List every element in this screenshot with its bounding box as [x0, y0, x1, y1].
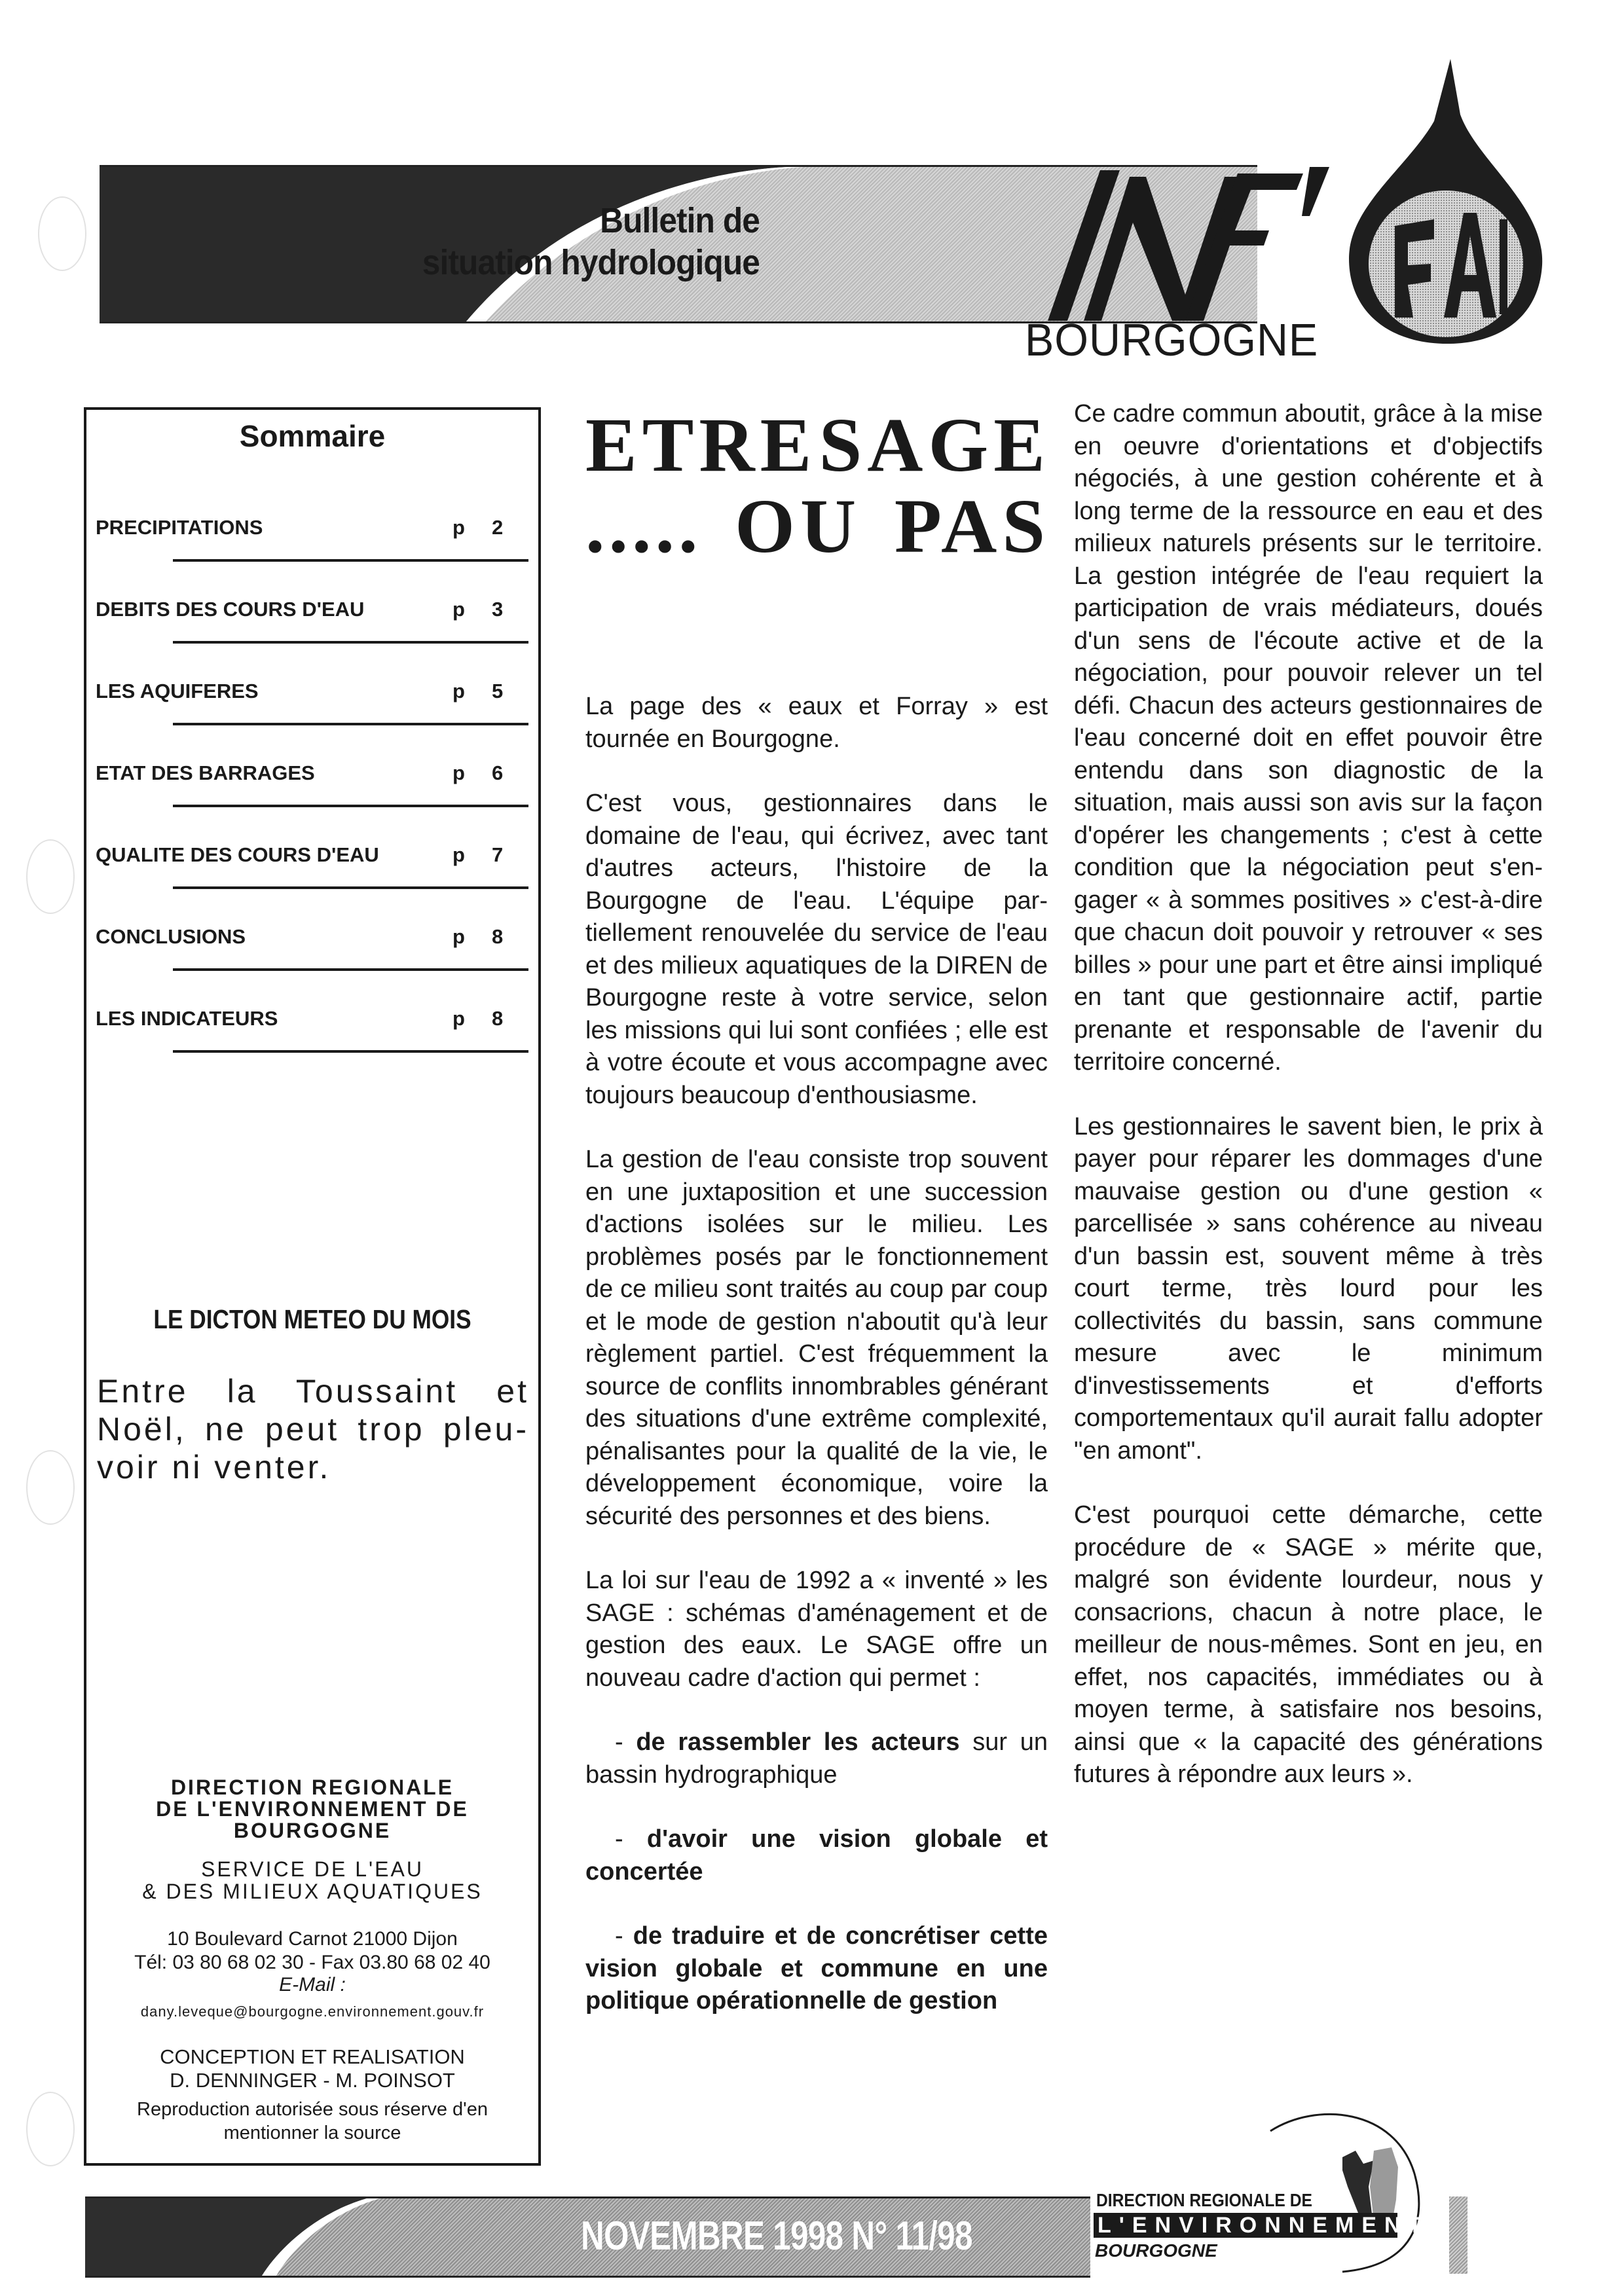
toc-item-precipitations[interactable] — [96, 515, 534, 554]
contact-address — [86, 1927, 538, 1975]
credits-label: CONCEPTION ET REALISATION — [160, 2045, 465, 2068]
email-label: E-Mail : — [279, 1974, 346, 1995]
punch-hole — [38, 196, 86, 271]
footer-banner — [85, 2196, 1090, 2278]
article-paragraph: La page des « eaux et Forray » est tournée en Bourgogne. — [585, 693, 1048, 753]
article-paragraph: C'est vous, gestionnaires dans le domaine de l'eau, qui écrivez, avec tant d'autres acteurs, l'histoire de la Bourgogne de l'eau. L'équipe partiellement renouvelée du service de l'eau et des milieux aquatiques de la DIREN de Bourgogne reste à votre service, selon les missions qui lui sont confiées ; elle est à votre écoute et vous accompagne avec toujours beaucoup d'enthousiasme. — [585, 790, 1048, 1109]
dicton-title: LE DICTON METEO DU MOIS — [153, 1304, 471, 1334]
headline-word: SAGE — [819, 402, 1050, 488]
punch-hole — [26, 1450, 75, 1525]
toc-page-number: 7 — [492, 843, 504, 866]
toc-page-number: 3 — [492, 598, 504, 621]
phone-line: Tél: 03 80 68 02 30 - Fax 03.80 68 02 40 — [134, 1952, 490, 1973]
bullet-bold: de traduire et de concrétiser cette vision globale et commune en une politique opérationnelle de gestion — [585, 1922, 1048, 2014]
punch-hole — [26, 2092, 75, 2166]
headline-word: OU — [735, 483, 862, 569]
bulletin-title-line2: situation hydrologique — [422, 243, 760, 282]
water-drop-logo — [1336, 56, 1552, 350]
credits — [86, 2045, 538, 2092]
toc-item-debits[interactable] — [96, 596, 534, 636]
article-paragraph: Ce cadre commun aboutit, grâce à la mise en oeuvre d'orientations et d'objectifs négociés, à une gestion cohérente et à long terme de la ressource en eau et des milieux naturels présents sur le territoire. La gestion intégrée de l'eau requiert la participation de vrais médiateurs, doués d'un sens de l'écoute active et de la négociation, pour pouvoir relever un tel défi. Chacun des acteurs gestionnaires de l'eau concerné doit en effet pouvoir être entendu dans son diagnostic de la situation, mais aussi son avis sur la façon d'opérer les changements ; c'est à cette condition que la négociation peut s'engager « à sommes positives » c'est-à-dire que chacun doit pouvoir y retrouver « ses billes » pour une part et être ainsi impliqué en tant que gestionnaire actif, partie prenante et responsable de l'avenir du territoire concerné. — [1074, 400, 1543, 1076]
inf-logo-icon — [1022, 157, 1336, 327]
toc-item-conclusions[interactable] — [96, 924, 534, 963]
toc-label: LES AQUIFERES — [96, 680, 259, 702]
toc-page-number: 5 — [492, 680, 504, 702]
sommaire-title: Sommaire — [239, 419, 386, 453]
sage-bullet — [585, 1726, 1048, 1791]
org-name — [86, 1777, 538, 1842]
bullet-rest: sur un bassin hydrographique — [585, 1728, 1048, 1789]
bullet-dash: - — [615, 1922, 633, 1950]
bullet-bold: d'avoir une vision globale et concertée — [585, 1825, 1048, 1886]
diren-name-line1: DIRECTION REGIONALE DE — [1096, 2190, 1312, 2210]
service-line: SERVICE DE L'EAU — [201, 1857, 424, 1881]
toc-page-number: 8 — [492, 1007, 504, 1030]
toc-item-aquiferes[interactable] — [96, 678, 534, 718]
toc-item-indicateurs[interactable] — [96, 1006, 534, 1045]
toc-divider — [173, 559, 528, 562]
bullet-dash: - — [615, 1825, 647, 1853]
article-column-right — [1074, 398, 1543, 1823]
article-paragraph: C'est pourquoi cette démarche, cette procédure de « SAGE » mérite que, malgré son évidente lourdeur, nous y consacrions, chacun à notre place, le meilleur de nous-mêmes. Sont en jeu, en effet, nos capacités, immédiates ou à moyen terme, à satisfaire nos besoins, ainsi que « la capacité des générations futures à répondre aux leurs ». — [1074, 1501, 1543, 1788]
bullet-dash: - — [615, 1728, 637, 1756]
reproduction-notice — [86, 2098, 538, 2145]
toc-label: CONCLUSIONS — [96, 925, 246, 948]
org-name-line: BOURGOGNE — [233, 1819, 392, 1842]
article-column-middle — [585, 691, 1048, 2050]
toc-divider — [173, 1050, 528, 1053]
sage-bullet — [585, 1823, 1048, 1888]
toc-divider — [173, 805, 528, 807]
issue-date: NOVEMBRE 1998 N° 11/98 — [581, 2214, 972, 2259]
toc-page-prefix: p — [452, 761, 465, 784]
toc-label: DEBITS DES COURS D'EAU — [96, 598, 365, 621]
toc-page-number: 8 — [492, 925, 504, 948]
reproduction-line: mentionner la source — [223, 2123, 401, 2143]
headline-word: PAS — [894, 483, 1050, 569]
org-name-line: DE L'ENVIRONNEMENT DE — [156, 1797, 469, 1821]
header-region: BOURGOGNE — [1025, 314, 1319, 365]
toc-page-prefix: p — [452, 516, 465, 539]
inf-eau-logo — [1022, 157, 1336, 327]
reproduction-line: Reproduction autorisée sous réserve d'en — [137, 2099, 488, 2120]
toc-divider — [173, 886, 528, 889]
diren-logo — [1094, 2095, 1460, 2285]
article-paragraph: La loi sur l'eau de 1992 a « inventé » les SAGE : schémas d'aménagement et de gestion des eaux. Le SAGE offre un nouveau cadre d'action qui permet : — [585, 1567, 1048, 1692]
toc-page-number: 2 — [492, 516, 504, 539]
toc-label: PRECIPITATIONS — [96, 516, 263, 539]
toc-page-prefix: p — [452, 598, 465, 621]
footer-end-block — [1449, 2196, 1467, 2274]
email-link[interactable]: dany.leveque@bourgogne.environnement.gouv.fr — [140, 2003, 485, 2020]
toc-page-prefix: p — [452, 925, 465, 948]
dicton-text: Entre la Toussaint et Noël, ne peut trop pleu-voir ni venter. — [97, 1373, 529, 1485]
toc-item-qualite[interactable] — [96, 842, 534, 881]
headline-word: ETRE — [585, 402, 817, 488]
toc-label: QUALITE DES COURS D'EAU — [96, 843, 379, 866]
bulletin-title-line1: Bulletin de — [600, 201, 760, 240]
toc-divider — [173, 723, 528, 725]
toc-divider — [173, 641, 528, 644]
service-line: & DES MILIEUX AQUATIQUES — [142, 1880, 483, 1903]
diren-name-line3: BOURGOGNE — [1095, 2240, 1217, 2261]
toc-label: LES INDICATEURS — [96, 1007, 278, 1030]
toc-item-barrages[interactable] — [96, 760, 534, 799]
toc-page-prefix: p — [452, 1007, 465, 1030]
sidebar-box — [84, 407, 541, 2166]
toc-page-number: 6 — [492, 761, 504, 784]
article-paragraph: Les gestionnaires le savent bien, le prix à payer pour réparer les dommages d'une mauvaise gestion ou d'une gestion « parcellisée » sans cohérence au niveau d'un bassin est, souvent même à très court terme, très lourd pour les collectivités du bassin, sans commune mesure avec le minimum d'investissements et d'efforts comportementaux qu'il aurait fallu adopter "en amont". — [1074, 1112, 1543, 1465]
bulletin-title — [422, 200, 760, 283]
toc-divider — [173, 968, 528, 971]
org-name-line: DIRECTION REGIONALE — [170, 1776, 454, 1799]
toc-label: ETAT DES BARRAGES — [96, 761, 315, 784]
toc-page-prefix: p — [452, 680, 465, 702]
address-line: 10 Boulevard Carnot 21000 Dijon — [167, 1928, 458, 1950]
punch-hole — [26, 839, 75, 914]
bullet-bold: de rassembler les acteurs — [636, 1728, 960, 1756]
article-headline — [585, 402, 1050, 569]
diren-name-line2: L'ENVIRONNEMENT — [1094, 2213, 1397, 2238]
article-paragraph: La gestion de l'eau consiste trop souvent en une juxtaposition et une succession d'actions isolées sur le milieu. Les problèmes posés par le fonctionnement de ce milieu sont traités au coup par coup et le mode de gestion n'aboutit qu'à leur règlement partiel. C'est fréquemment la source de conflits innombrables générant des situations d'une extrême complexité, pénalisantes pour la qualité de la vie, le développement économique, voire la sécurité des personnes et des biens. — [585, 1146, 1048, 1530]
credits-authors: D. DENNINGER - M. POINSOT — [170, 2069, 455, 2092]
toc-page-prefix: p — [452, 843, 465, 866]
sage-bullet — [585, 1920, 1048, 2018]
headline-ellipsis: ..... — [585, 483, 702, 569]
service-name — [86, 1858, 538, 1903]
